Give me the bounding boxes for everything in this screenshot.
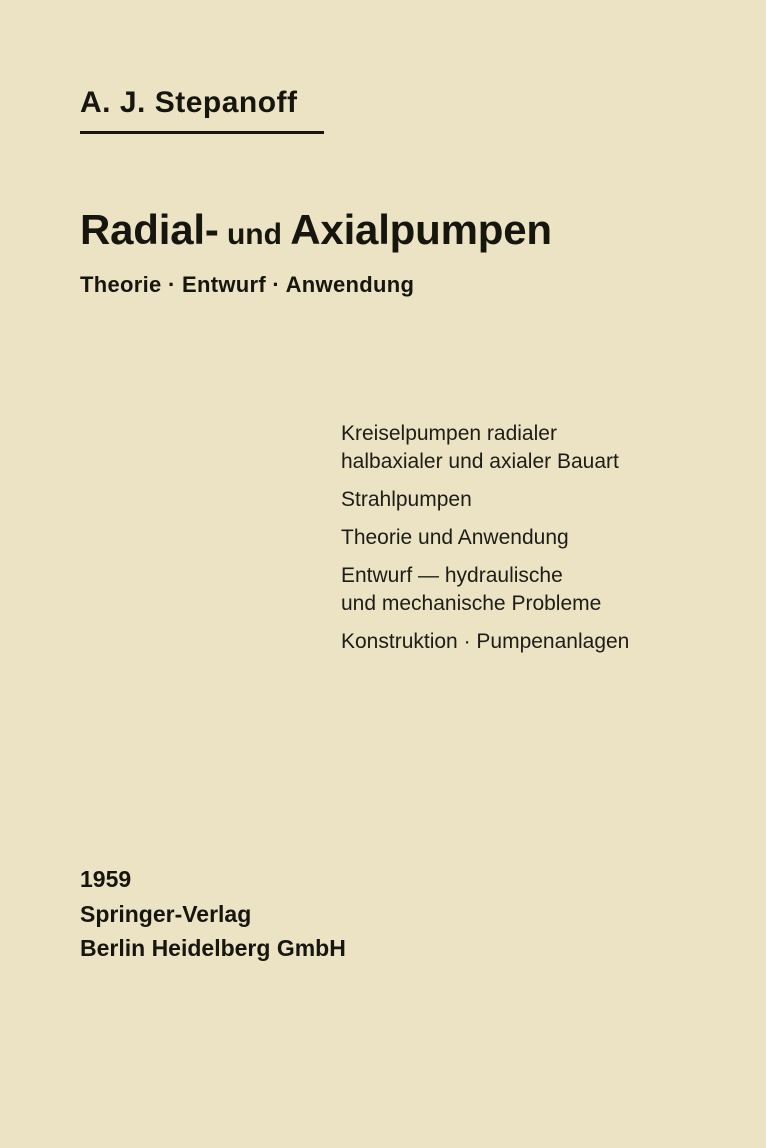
description-block [341,420,741,665]
description-line: halbaxialer und axialer Bauart [341,449,619,473]
description-line: und mechanische Probleme [341,591,602,615]
imprint-block [80,862,346,966]
author-block [80,86,340,134]
description-line: Strahlpumpen [341,487,472,511]
description-line: Konstruktion · Pumpenanlagen [341,629,630,653]
author-name: A. J. Stepanoff [80,86,298,119]
publication-year: 1959 [80,866,132,892]
title-block [80,208,720,298]
publisher-name: Springer-Verlag [80,900,252,927]
publisher-location: Berlin Heidelberg GmbH [80,935,346,961]
description-line: Theorie und Anwendung [341,525,569,549]
book-subtitle: Theorie · Entwurf · Anwendung [80,272,415,298]
title-part-two: Axialpumpen [290,206,552,253]
description-line: Entwurf — hydraulische [341,563,563,587]
description-line: Kreiselpumpen radialer [341,422,557,445]
author-underline-rule [80,131,324,134]
book-title [80,208,720,252]
title-part-one: Radial- [80,206,219,253]
title-conjunction: und [218,218,291,251]
